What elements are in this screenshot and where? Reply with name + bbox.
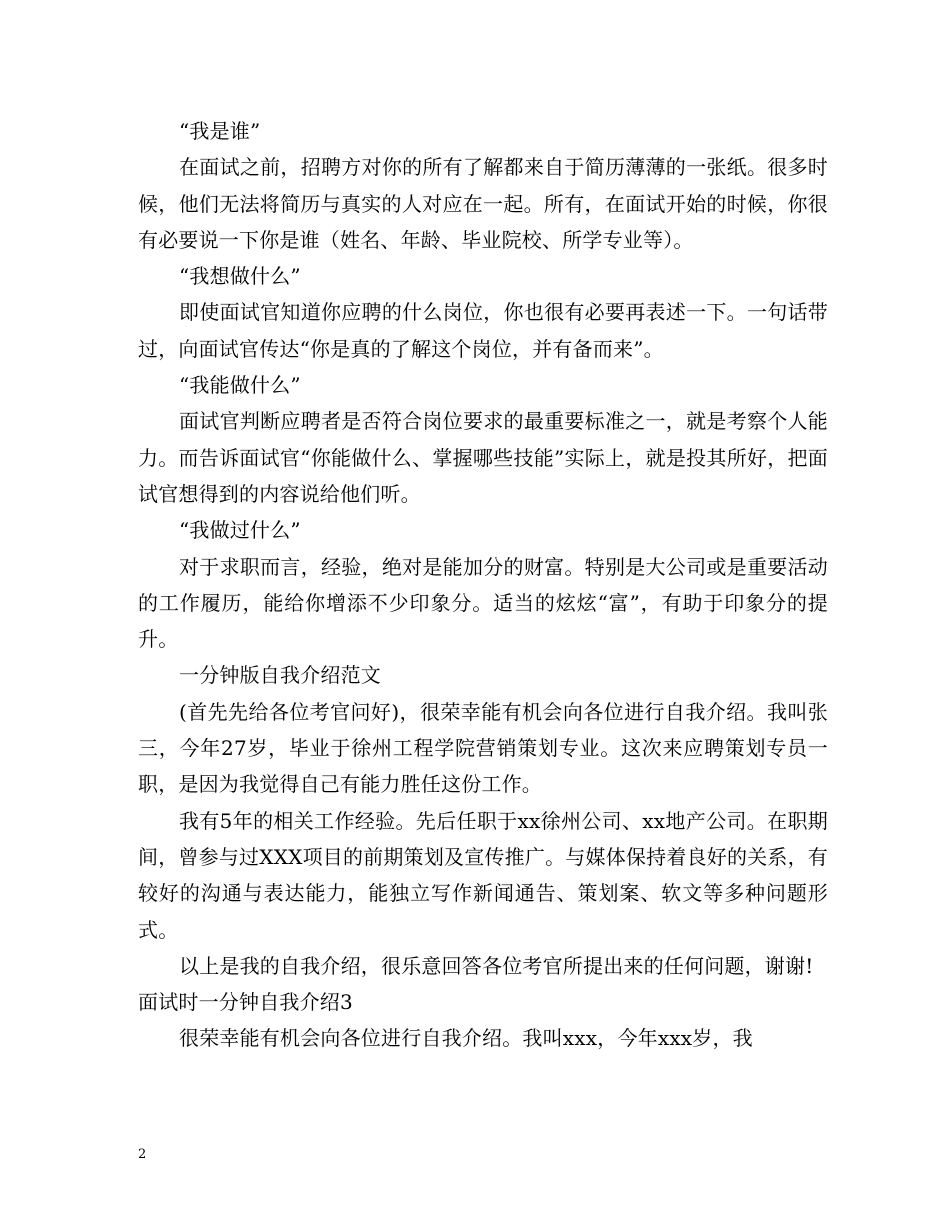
section-heading-who-am-i: “我是谁” — [179, 119, 261, 143]
paragraph-who-am-i: 在面试之前，招聘方对你的所有了解都来自于简历薄薄的一张纸。很多时候，他们无法将简历与真实的人对应在一起。所有，在面试开始的时候，你很有必要说一下你是谁（姓名、年龄、毕业院校、所学专业等）。 — [138, 155, 828, 252]
paragraph-sample-experience: 我有5年的相关工作经验。先后任职于xx徐州公司、xx地产公司。在职期间，曾参与过XXX项目的前期策划及宣传推广。与媒体保持着良好的关系，有较好的沟通与表达能力，能独立写作新闻通告、策划案、软文等多种问题形式。 — [138, 808, 828, 942]
paragraph-sample-closing: 以上是我的自我介绍，很乐意回答各位考官所提出来的任何问题，谢谢! — [179, 953, 814, 978]
paragraph-sample-intro: (首先先给各位考官问好)，很荣幸能有机会向各位进行自我介绍。我叫张三，今年27岁，毕业于徐州工程学院营销策划专业。这次来应聘策划专员一职，是因为我觉得自己有能力胜任这份工作。 — [138, 699, 828, 797]
paragraph-what-i-can-do: 面试官判断应聘者是否符合岗位要求的最重要标准之一，就是考察个人能力。而告诉面试官“你能做什么、掌握哪些技能”实际上，就是投其所好，把面试官想得到的内容说给他们听。 — [138, 409, 828, 506]
section-heading-what-i-want: “我想做什么” — [179, 264, 301, 289]
section-title-intro-3: 面试时一分钟自我介绍3 — [138, 990, 353, 1015]
paragraph-intro-3-start: 很荣幸能有机会向各位进行自我介绍。我叫xxx，今年xxx岁，我 — [179, 1026, 753, 1051]
paragraph-what-i-want: 即使面试官知道你应聘的什么岗位，你也很有必要再表述一下。一句话带过，向面试官传达“你是真的了解这个岗位，并有备而来”。 — [138, 300, 828, 361]
document-body — [138, 113, 828, 1057]
page-number: 2 — [138, 1147, 147, 1162]
paragraph-what-i-have-done: 对于求职而言，经验，绝对是能加分的财富。特别是大公司或是重要活动的工作履历，能给你增添不少印象分。适当的炫炫“富”，有助于印象分的提升。 — [138, 554, 828, 652]
sample-heading-one-minute: 一分钟版自我介绍范文 — [179, 663, 381, 688]
section-heading-what-i-can-do: “我能做什么” — [179, 373, 301, 398]
section-heading-what-i-have-done: “我做过什么” — [179, 518, 301, 543]
